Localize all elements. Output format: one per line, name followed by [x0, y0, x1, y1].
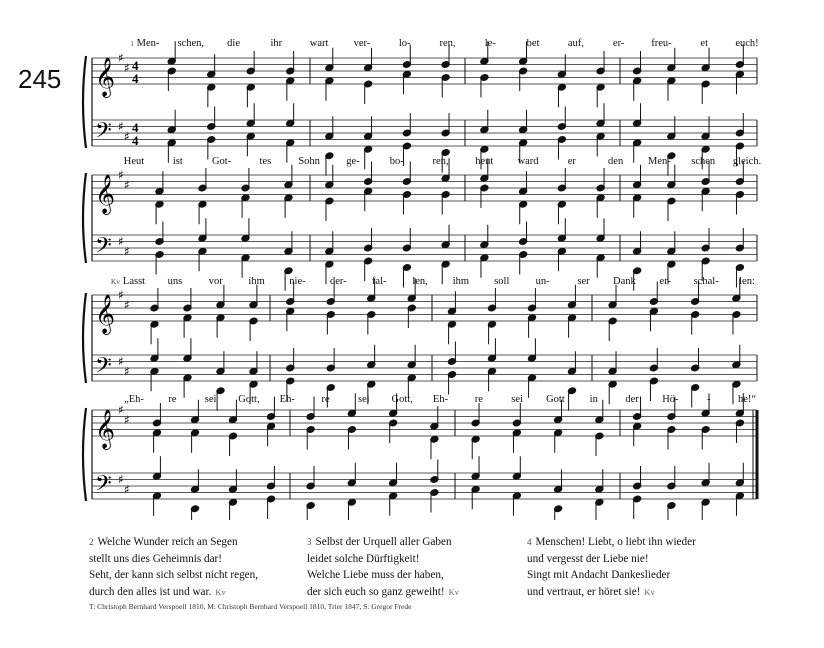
verse-4-line-1: 4 Menschen! Liebt, o liebt ihn wieder [527, 536, 696, 548]
verse-4-refrain-mark: Kv [644, 586, 655, 597]
system-4-lyric-syllable: Gott [546, 394, 565, 405]
verse-3-line-1: 3 Selbst der Urquell aller Gaben [307, 536, 452, 548]
system-4-lyric-syllable: sei [358, 394, 370, 405]
verse-4-number: 4 [527, 537, 532, 547]
system-2-lyric-syllable: ward [517, 156, 539, 167]
system-2-lyric-syllable: ist [172, 156, 183, 167]
system-1-lyric-syllable: ihr [270, 38, 283, 49]
system-4-treble-key-signature: ♯ [118, 403, 124, 417]
system-3-bass-clef: 𝄢 [95, 353, 112, 384]
system-4-lyric-syllable: Eh- [432, 394, 449, 405]
system-1-lyric-syllable: ver- [353, 38, 371, 49]
system-3-lyric-syllable: Dank [613, 276, 636, 287]
system-3-lyric-syllable: un- [535, 276, 550, 287]
system-1-lyric-syllable: et [700, 38, 709, 49]
system-1-lyric-syllable: le- [484, 38, 496, 49]
system-4-lyric-syllable: Hö- [662, 394, 679, 405]
time-signature-treble-top: 4 [132, 58, 139, 73]
system-1-lyric-syllable: bet [526, 38, 540, 49]
system-1-bass-key-signature: ♯ [118, 119, 124, 134]
system-4-lyric-syllable: - [706, 394, 711, 405]
system-4-treble-clef: 𝄞 [95, 409, 116, 449]
system-3-treble-key-signature: ♯ [124, 297, 130, 312]
system-1-lyric-syllable: wart [309, 38, 329, 49]
system-1-lyric-syllable: lo- [398, 38, 411, 49]
verse-3-line-2: leidet solche Dürftigkeit! [307, 552, 420, 565]
verse-3-line-3: Welche Liebe muss der haben, [307, 569, 444, 581]
system-3-lyric-syllable: uns [167, 276, 183, 287]
system-1-verse-marker: 1 [130, 39, 134, 48]
system-1-lyric-syllable: die [227, 38, 240, 49]
hymn-number: 245 [18, 64, 62, 94]
verse-3-line-4: der sich euch so ganz geweiht! Kv [307, 585, 460, 598]
system-4-bass-key-signature: ♯ [118, 472, 124, 487]
system-3-lyric-syllable: nie- [289, 276, 306, 287]
system-1-bass-key-signature: ♯ [124, 129, 130, 144]
system-2-treble-key-signature: ♯ [124, 177, 130, 192]
system-4-treble-key-signature: ♯ [124, 412, 130, 427]
system-3-lyric-syllable: Lasst [122, 276, 146, 287]
system-1-lyric-syllable: Men- [136, 38, 160, 49]
verse-3 [307, 534, 522, 600]
system-4-lyric-syllable: Eh- [279, 394, 295, 405]
system-2-lyric-syllable: tes [259, 156, 272, 167]
system-2-bass-key-signature: ♯ [118, 234, 124, 249]
system-2-lyric-syllable: Men- [648, 156, 671, 167]
system-2-bass-clef: 𝄢 [95, 233, 112, 264]
system-3-lyric-syllable: schal- [693, 276, 719, 287]
verse-4-line-3: Singt mit Andacht Dankeslieder [527, 569, 671, 581]
system-3-brace [83, 293, 86, 383]
time-signature-bass-top: 4 [132, 120, 139, 135]
verse-4-line-2: und vergesst der Liebe nie! [527, 552, 649, 565]
system-2-lyric-syllable: ren, [432, 156, 449, 167]
system-2-brace [83, 173, 86, 263]
system-4-lyric-syllable: sei [511, 394, 523, 405]
system-2-treble-key-signature: ♯ [118, 168, 124, 182]
system-3-lyric-syllable: fal- [371, 276, 387, 287]
system-3-lyric-syllable: soll [494, 276, 510, 287]
system-2-lyric-syllable: ge- [346, 156, 360, 167]
verse-4-line-4: und vertraut, er höret sie! Kv [527, 585, 655, 598]
system-1-lyric-syllable: schen, [177, 38, 205, 49]
verse-2-line-1: 2 Welche Wunder reich an Segen [89, 536, 238, 548]
system-2-lyric-syllable: Heut [123, 156, 145, 167]
verse-3-refrain-mark: Kv [448, 586, 460, 597]
system-4-lyric-syllable: in [589, 394, 598, 405]
verse-2-line-2: stellt uns dies Geheimnis dar! [89, 552, 222, 565]
system-3-lyric-syllable: ihm [248, 276, 265, 287]
system-1-lyric-syllable: euch! [735, 38, 759, 49]
system-2-lyric-syllable: Got- [211, 156, 232, 167]
system-1-treble-key-signature: ♯ [124, 60, 130, 75]
verse-2-line-3: Seht, der kann sich selbst nicht regen, [89, 569, 259, 581]
system-1-treble-key-signature: ♯ [118, 51, 124, 65]
verse-2-line-4: durch den alles ist und war. Kv [89, 585, 226, 598]
time-signature-bass-bottom: 4 [132, 133, 139, 148]
system-3-lyric-syllable: ser [577, 276, 590, 287]
system-1-lyric-syllable: ren, [439, 38, 456, 49]
system-1-lyric-syllable: er- [612, 38, 625, 49]
system-3-treble-key-signature: ♯ [118, 288, 124, 302]
system-3-lyric-syllable: der- [329, 276, 347, 287]
system-1-brace [83, 56, 86, 148]
system-2-lyric-syllable: schen [691, 156, 716, 167]
system-4-lyric-syllable: „Eh- [124, 394, 144, 405]
system-4-lyric-syllable: re [474, 394, 483, 405]
time-signature-treble-bottom: 4 [132, 71, 139, 86]
system-4-bass-clef: 𝄢 [95, 471, 112, 502]
system-4-lyric-syllable: der [625, 394, 639, 405]
verse-4 [527, 534, 742, 600]
system-3-lyric-syllable: vor [208, 276, 223, 287]
system-3-bass-key-signature: ♯ [124, 364, 130, 379]
verse-2 [89, 534, 304, 600]
verse-3-number: 3 [307, 537, 312, 547]
system-4-brace [83, 408, 86, 501]
system-2-lyric-syllable: den [608, 156, 624, 167]
system-3-bass-key-signature: ♯ [118, 354, 124, 369]
system-4-lyric-syllable: re [168, 394, 177, 405]
system-3-lyric-syllable: er- [659, 276, 671, 287]
system-4-lyric-syllable: he!“ [737, 394, 757, 405]
system-1-bass-clef: 𝄢 [95, 118, 112, 149]
system-4-lyric-syllable: sei [204, 394, 217, 405]
system-2-bass-key-signature: ♯ [124, 244, 130, 259]
verse-2-refrain-mark: Kv [215, 586, 226, 597]
system-2-lyric-syllable: bo- [389, 156, 404, 167]
system-4-lyric-syllable: re [321, 394, 330, 405]
system-2-treble-clef: 𝄞 [95, 174, 116, 214]
system-1-lyric-syllable: freu- [651, 38, 672, 49]
system-4-lyric-syllable: Gott, [238, 394, 260, 405]
system-3-lyric-syllable: len: [739, 276, 755, 287]
system-2-lyric-syllable: er [567, 156, 576, 167]
system-2-lyric-syllable: Sohn [298, 156, 320, 167]
system-3-lyric-syllable: ihm [452, 276, 470, 287]
system-4-bass-key-signature: ♯ [124, 482, 130, 497]
system-4-lyric-syllable: Gott, [391, 394, 413, 405]
system-3-verse-marker: Kv [110, 277, 120, 286]
system-1-treble-clef: 𝄞 [95, 57, 116, 97]
system-2-lyric-syllable: gleich. [732, 156, 762, 167]
credits: T: Christoph Bernhard Verspoell 1810, M: Christoph Bernhard Verspoell 1810, Trier 1847, S: Gregor Frede [89, 602, 412, 611]
system-2-lyric-syllable: heut [475, 156, 494, 167]
verse-2-number: 2 [89, 537, 94, 547]
system-1-lyric-syllable: auf, [567, 38, 584, 49]
system-3-lyric-syllable: len, [412, 276, 428, 287]
system-3-treble-clef: 𝄞 [95, 294, 116, 334]
